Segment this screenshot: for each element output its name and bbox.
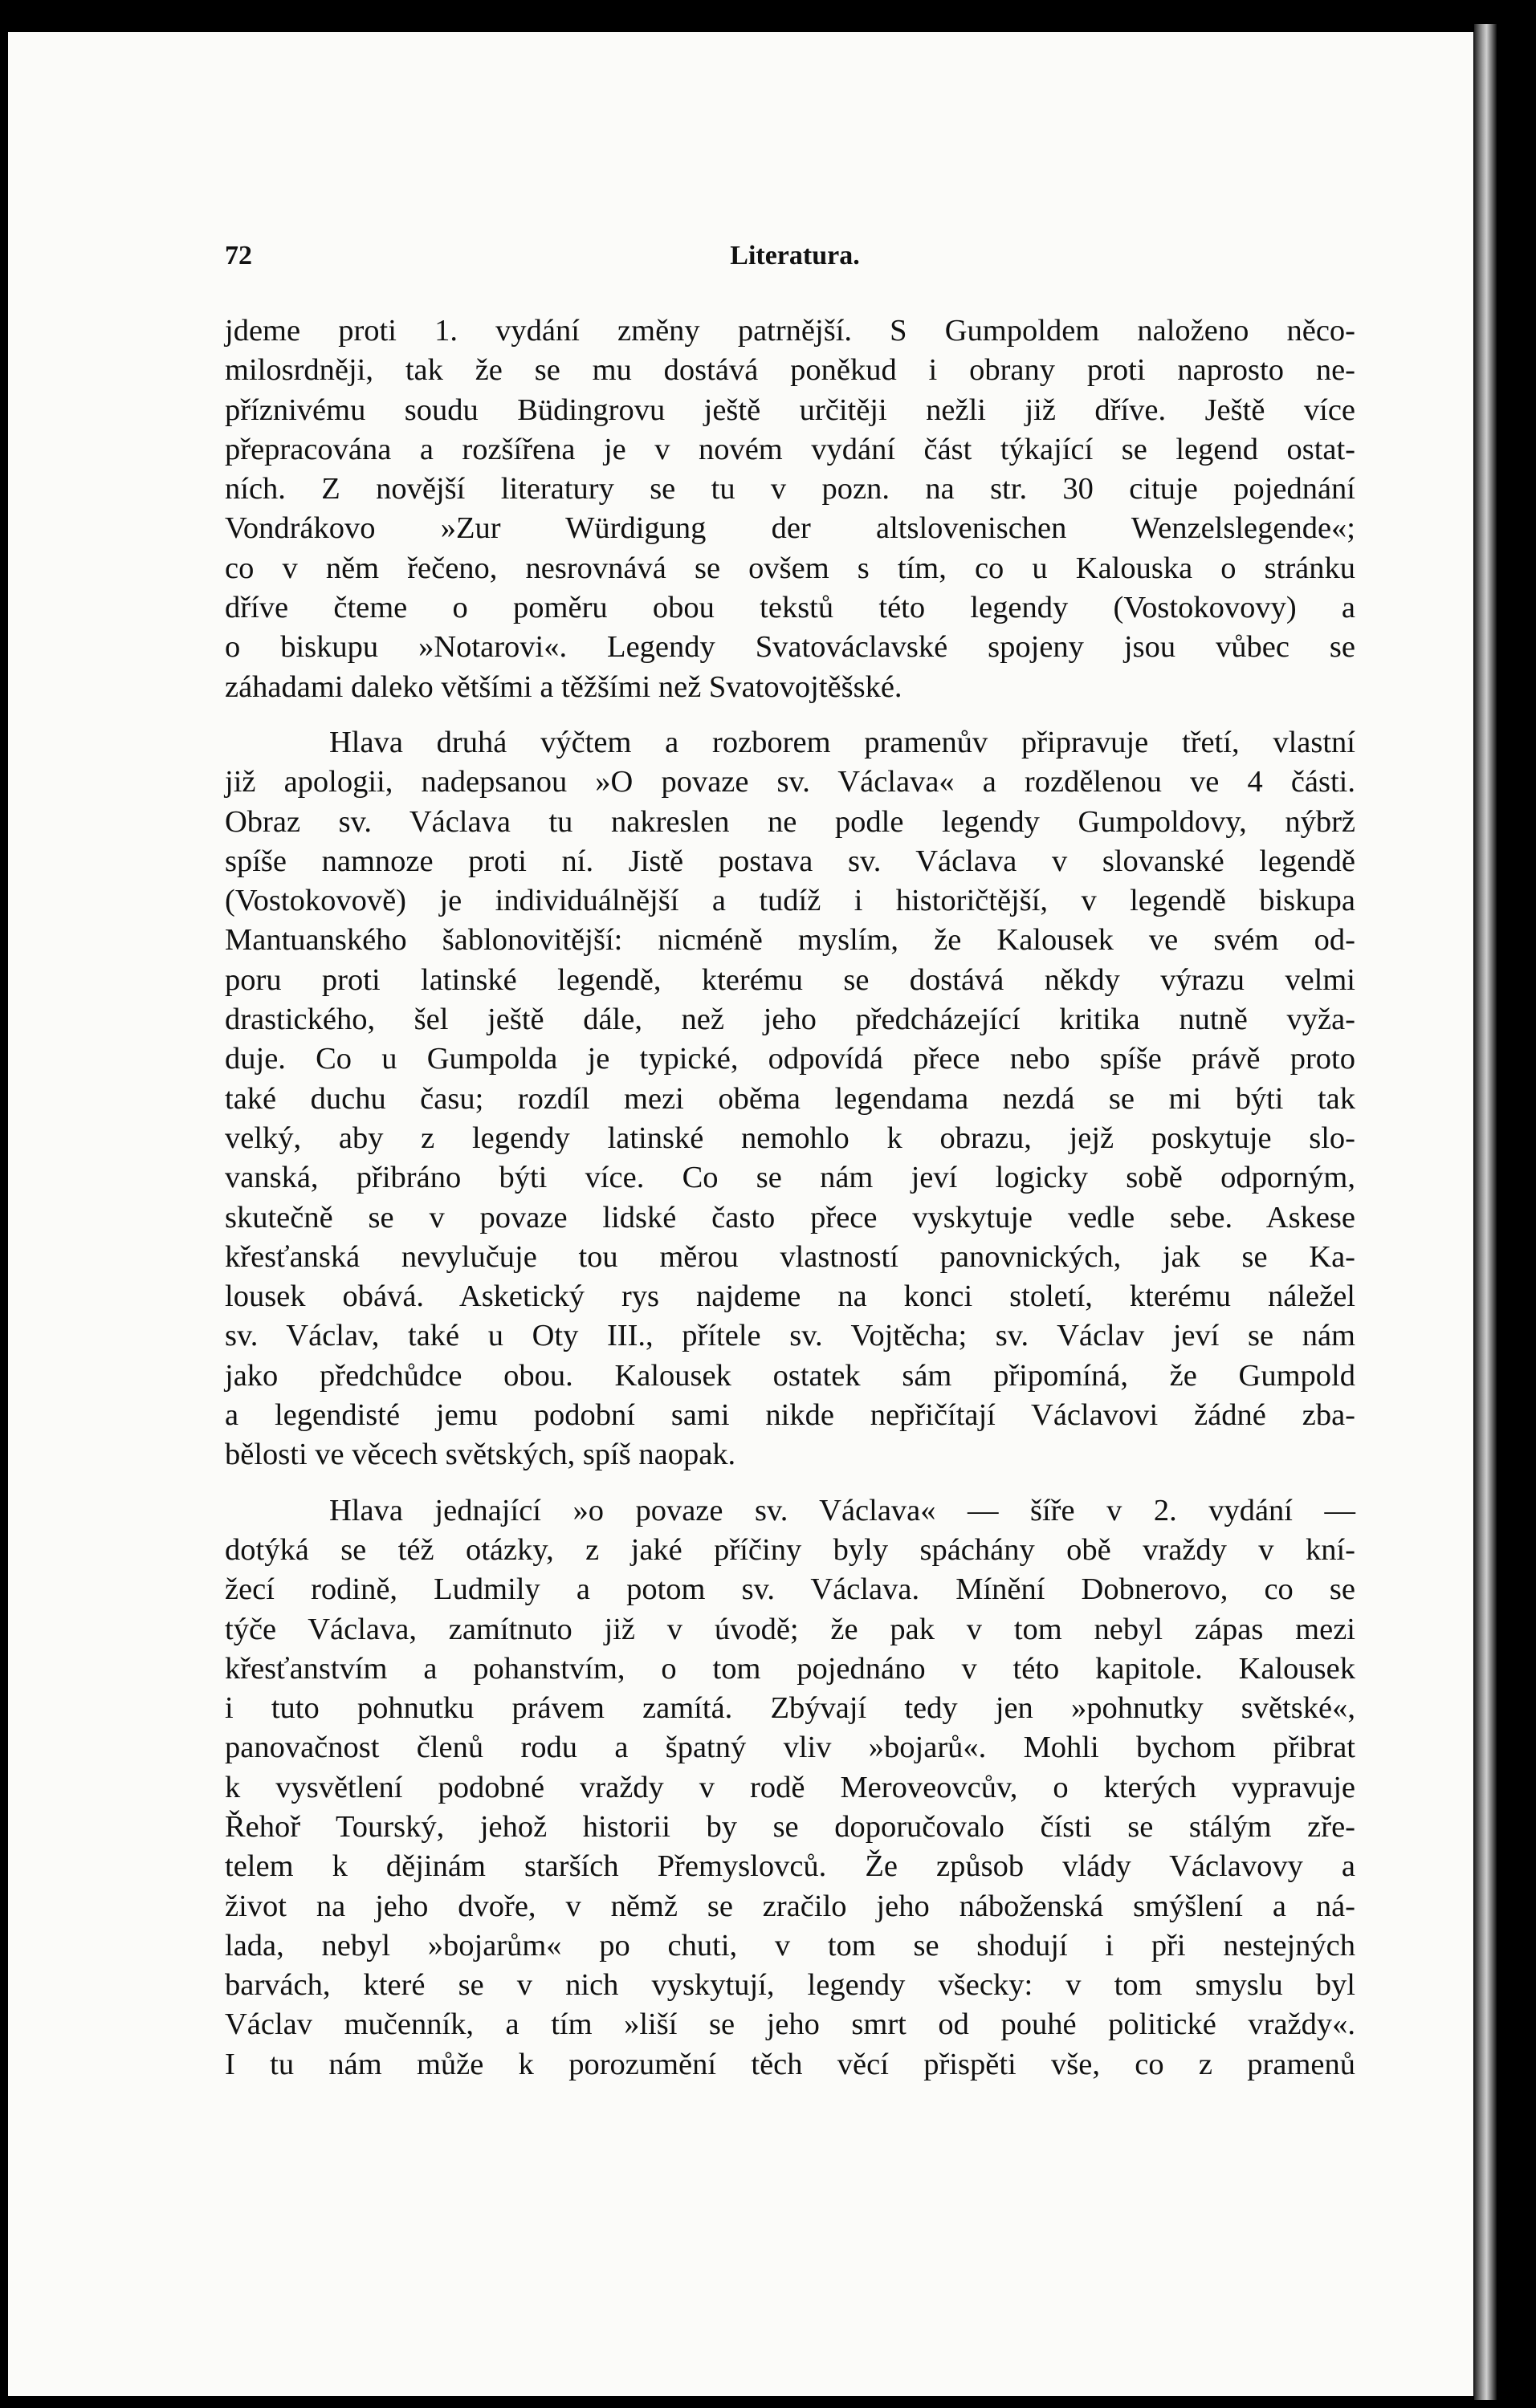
text-line: poru proti latinské legendě, kterému se dostává někdy výrazu velmi <box>225 962 1355 997</box>
text-line: i tuto pohnutku právem zamítá. Zbývají tedy jen »pohnutky světské«, <box>225 1691 1355 1726</box>
text-line: život na jeho dvoře, v němž se zračilo jeho náboženská smýšlení a ná- <box>225 1889 1355 1923</box>
text-line: dotýká se též otázky, z jaké příčiny byly spáchány obě vraždy v kní- <box>225 1532 1355 1567</box>
page-edge-shadow <box>1474 24 1497 2400</box>
text-line: o biskupu »Notarovi«. Legendy Svatováclavské spojeny jsou vůbec se <box>225 630 1355 665</box>
text-line: spíše namnoze proti ní. Jistě postava sv. Václava v slovanské legendě <box>225 844 1355 878</box>
text-line: Mantuanského šablonovitější: nicméně myslím, že Kalousek ve svém od- <box>225 923 1355 958</box>
text-line: Václav mučenník, a tím »liší se jeho smrt od pouhé politické vraždy«. <box>225 2007 1355 2042</box>
page-number: 72 <box>225 241 252 270</box>
text-line: k vysvětlení podobné vraždy v rodě Meroveovcův, o kterých vypravuje <box>225 1770 1355 1804</box>
text-line: telem k dějinám starších Přemyslovců. Že způsob vlády Václavovy a <box>225 1849 1355 1884</box>
text-line: sv. Václav, také u Oty III., přítele sv. Vojtěcha; sv. Václav jeví se nám <box>225 1319 1355 1353</box>
text-line: vanská, přibráno býti více. Co se nám jeví logicky sobě odporným, <box>225 1161 1355 1195</box>
text-line: I tu nám může k porozumění těch věcí přispěti vše, co z pramenů <box>225 2047 1355 2081</box>
text-line: již apologii, nadepsanou »O povaze sv. Václava« a rozdělenou ve 4 části. <box>225 765 1355 799</box>
text-line: jdeme proti 1. vydání změny patrnější. S Gumpoldem naloženo něco- <box>225 314 1355 348</box>
text-line: milosrdněji, tak že se mu dostává poněkud i obrany proti naprosto ne- <box>225 353 1355 388</box>
text-line: lada, nebyl »bojarům« po chuti, v tom se shodují i při nestejných <box>225 1928 1355 1963</box>
paragraph-2 <box>225 723 1355 1475</box>
text-line: barvách, které se v nich vyskytují, legendy všecky: v tom smyslu byl <box>225 1968 1355 2003</box>
text-line: ních. Z novější literatury se tu v pozn. na str. 30 cituje pojednání <box>225 472 1355 506</box>
text-line: skutečně se v povaze lidské často přece vyskytuje vedle sebe. Askese <box>225 1200 1355 1235</box>
text-line: křesťanstvím a pohanstvím, o tom pojednáno v této kapitole. Kalousek <box>225 1651 1355 1686</box>
text-line: duje. Co u Gumpolda je typické, odpovídá přece nebo spíše právě proto <box>225 1042 1355 1076</box>
running-head: Literatura. <box>730 241 860 270</box>
text-line: příznivému soudu Büdingrovu ještě určitěji nežli již dříve. Ještě více <box>225 393 1355 427</box>
text-line: žecí rodině, Ludmily a potom sv. Václava. Mínění Dobnerovo, co se <box>225 1572 1355 1607</box>
text-line: co v něm řečeno, nesrovnává se ovšem s tím, co u Kalouska o stránku <box>225 551 1355 585</box>
paragraph-gap <box>225 707 1355 723</box>
text-line: drastického, šel ještě dále, než jeho předcházející kritika nutně vyža- <box>225 1003 1355 1037</box>
paragraph-gap <box>225 1475 1355 1491</box>
text-line: přepracována a rozšířena je v novém vydání část týkající se legend ostat- <box>225 432 1355 466</box>
text-line: velký, aby z legendy latinské nemohlo k obrazu, jejž poskytuje slo- <box>225 1121 1355 1155</box>
text-line: také duchu času; rozdíl mezi oběma legendama nezdá se mi býti tak <box>225 1081 1355 1116</box>
paragraph-1 <box>225 311 1355 707</box>
text-line: dříve čteme o poměru obou tekstů této legendy (Vostokovovy) a <box>225 591 1355 625</box>
text-line: Obraz sv. Václava tu nakreslen ne podle legendy Gumpoldovy, nýbrž <box>225 804 1355 839</box>
text-line: křesťanská nevylučuje tou měrou vlastností panovnických, jak se Ka- <box>225 1239 1355 1274</box>
text-line: panovačnost členů rodu a špatný vliv »bojarů«. Mohli bychom přibrat <box>225 1731 1355 1765</box>
text-line: týče Václava, zamítnuto již v úvodě; že pak v tom nebyl zápas mezi <box>225 1612 1355 1646</box>
text-line: Řehoř Tourský, jehož historii by se doporučovalo čísti se stálým zře- <box>225 1809 1355 1844</box>
paragraph-3 <box>225 1491 1355 2085</box>
text-line: bělosti ve věcech světských, spíš naopak. <box>225 1438 736 1472</box>
text-line: Hlava druhá výčtem a rozborem pramenův připravuje třetí, vlastní <box>329 725 1355 759</box>
text-line: jako předchůdce obou. Kalousek ostatek sám připomíná, že Gumpold <box>225 1358 1355 1393</box>
text-line: a legendisté jemu podobní sami nikde nepřičítají Václavovi žádné zba- <box>225 1398 1355 1433</box>
page-header <box>225 241 1365 281</box>
body-text <box>225 311 1355 2085</box>
text-line: záhadami daleko většími a těžšími než Svatovojtěšské. <box>225 669 902 704</box>
text-line: Hlava jednající »o povaze sv. Václava« — šíře v 2. vydání — <box>329 1493 1355 1527</box>
text-line: lousek obává. Asketický rys najdeme na konci století, kterému náležel <box>225 1279 1355 1314</box>
text-line: Vondrákovo »Zur Würdigung der altslovenischen Wenzelslegende«; <box>225 511 1355 546</box>
text-line: (Vostokovově) je individuálnější a tudíž i historičtější, v legendě biskupa <box>225 884 1355 918</box>
